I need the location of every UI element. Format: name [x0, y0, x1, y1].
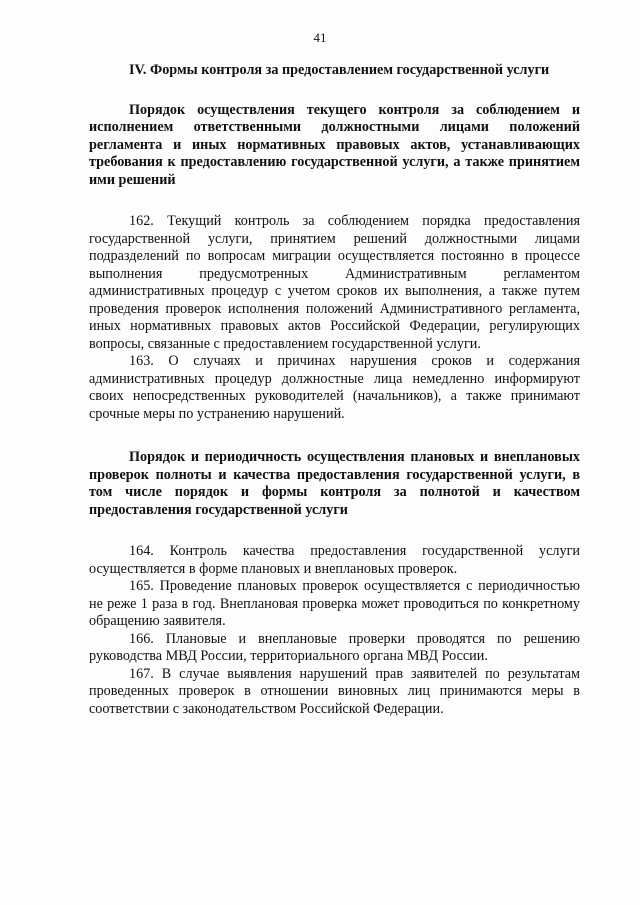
subsection-heading-current-control: Порядок осуществления текущего контроля за соблюдением и исполнением ответственными должностными лицами положений регламента и иных нормативных правовых актов, устанавливающих требования к предоставлению государственной услуги, а также принятием ими решений	[89, 101, 580, 188]
document-body	[89, 62, 580, 718]
subsection-heading-inspections: Порядок и периодичность осуществления плановых и внеплановых проверок полноты и качества предоставления государственной услуги, в том числе порядок и формы контроля за полнотой и качеством предоставления государственной услуги	[89, 449, 580, 518]
paragraph-162: 162. Текущий контроль за соблюдением порядка предоставления государственной услуги, принятием решений должностными лицами подразделений по вопросам миграции осуществляется постоянно в процессе выполнения предусмотренных Административным регламентом административных процедур с учетом сроков их выполнения, а также путем проведения проверок исполнения положений Административного регламента, иных нормативных правовых актов Российской Федерации, регулирующих вопросы, связанные с предоставлением государственной услуги.	[89, 213, 580, 352]
paragraph-167: 167. В случае выявления нарушений прав заявителей по результатам проведенных проверок в отношении виновных лиц принимаются меры в соответствии с законодательством Российской Федерации.	[89, 665, 580, 717]
section-heading: IV. Формы контроля за предоставлением государственной услуги	[129, 62, 550, 78]
paragraph-166: 166. Плановые и внеплановые проверки проводятся по решению руководства МВД России, территориального органа МВД России.	[89, 630, 580, 664]
page-number: 41	[313, 30, 327, 45]
spacer	[89, 423, 580, 449]
paragraph-164: 164. Контроль качества предоставления государственной услуги осуществляется в форме плановых и внеплановых проверок.	[89, 543, 580, 577]
paragraph-165: 165. Проведение плановых проверок осуществляется с периодичностью не реже 1 раза в год. Внеплановая проверка может проводиться по конкретному обращению заявителя.	[89, 578, 580, 629]
paragraph-163: 163. О случаях и причинах нарушения сроков и содержания административных процедур должностные лица немедленно информируют своих непосредственных руководителей (начальников), а также принимают срочные меры по устранению нарушений.	[89, 353, 580, 422]
